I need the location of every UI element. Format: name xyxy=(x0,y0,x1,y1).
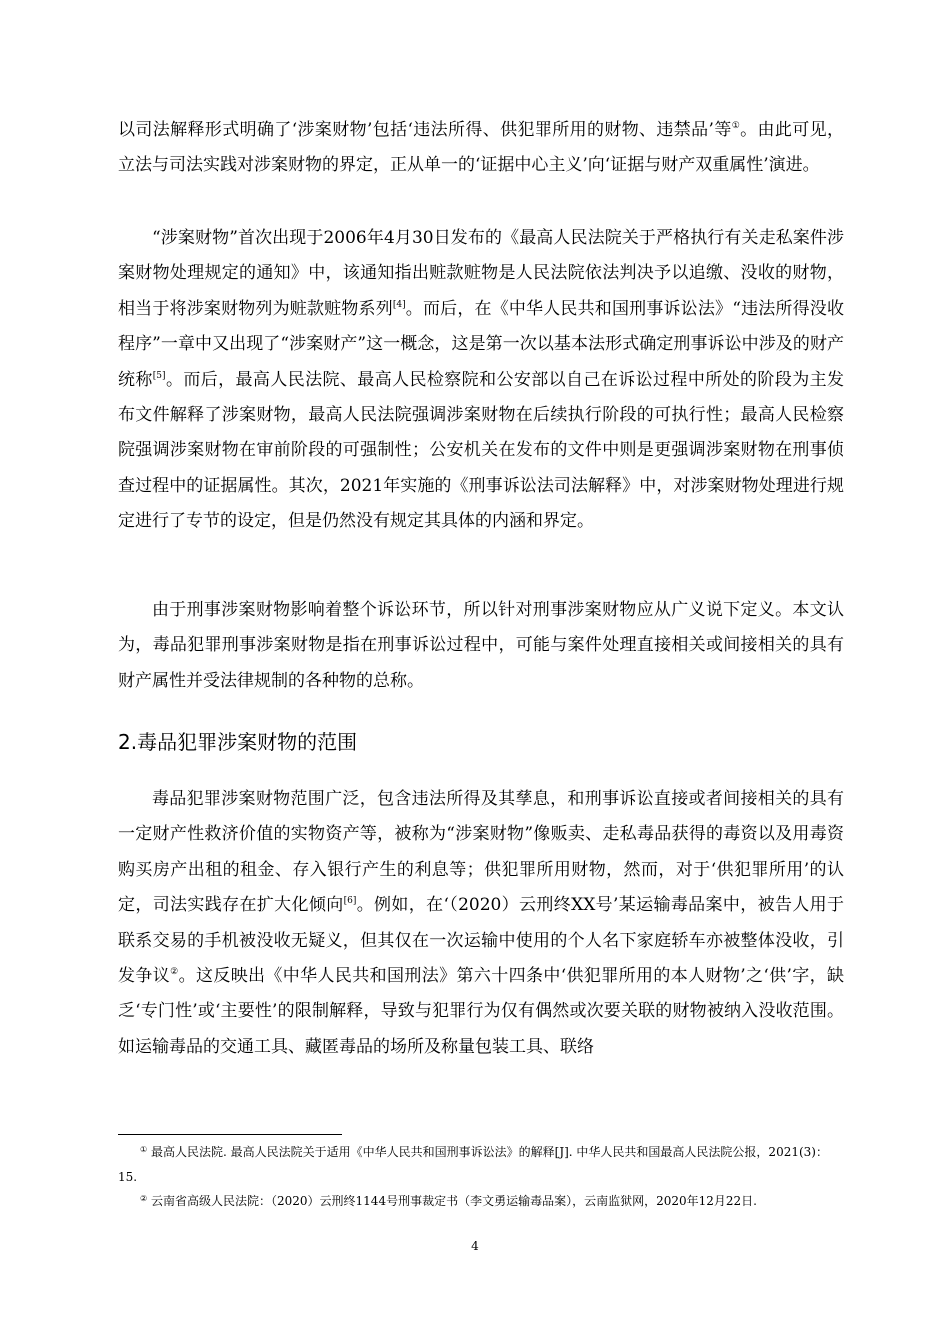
paragraph-text: 。而后，在《中华人民共和国刑事诉讼法》“违法所得没收程序”一章中又出现了“涉案财产”这一概念，这是第一次以基本法形式确定刑事诉讼中涉及的财产统称 xyxy=(118,298,844,390)
paragraph-text: “涉案财物”首次出现于2006年4月30日发布的《最高人民法院关于严格执行有关走私案件涉案财物处理规定的通知》中，该通知指出赃款赃物是人民法院依法判决予以追缴、没收的财物，相当于将涉案财物列为赃款赃物系列 xyxy=(118,228,844,319)
footnotes xyxy=(118,1140,844,1214)
citation-mark: ② xyxy=(170,967,179,978)
paragraph-text: 由于刑事涉案财物影响着整个诉讼环节，所以针对刑事涉案财物应从广义说下定义。本文认为，毒品犯罪刑事涉案财物是指在刑事诉讼过程中，可能与案件处理直接相关或间接相关的具有财产属性并受法律规制的各种物的总称。 xyxy=(118,600,844,691)
paragraph-continuation xyxy=(118,113,844,184)
paragraph-text: 。而后，最高人民法院、最高人民检察院和公安部以自己在诉讼过程中所处的阶段为主发布文件解释了涉案财物，最高人民法院强调涉案财物在后续执行阶段的可执行性；最高人民检察院强调涉案财物在审前阶段的可强制性；公安机关在发布的文件中则是更强调涉案财物在刑事侦查过程中的证据属性。其次，2021年实施的《刑事诉讼法司法解释》中，对涉案财物处理进行规定进行了专节的设定，但是仍然没有规定其具体的内涵和界定。 xyxy=(118,369,845,532)
page-number: 4 xyxy=(471,1239,479,1253)
paragraph-broad-definition xyxy=(118,593,844,699)
footnote-divider xyxy=(118,1134,342,1135)
paragraph-text: 以司法解释形式明确了‘涉案财物’包括‘违法所得、供犯罪所用的财物、违禁品’等 xyxy=(118,120,732,140)
citation-mark: [5] xyxy=(152,370,166,381)
footnote-1 xyxy=(118,1140,844,1189)
footnote-2-text: 云南省高级人民法院：（2020）云刑终1144号刑事裁定书（李文勇运输毒品案），云南监狱网，2020年12月22日. xyxy=(151,1194,757,1208)
citation-mark: [4] xyxy=(392,299,406,310)
paragraph-text: 。例如，在‘（2020）云刑终XX号’某运输毒品案中，被告人用于联系交易的手机被没收无疑义，但其仅在一次运输中使用的个人名下家庭轿车亦被整体没收，引发争议 xyxy=(118,895,845,987)
paragraph-definition-history xyxy=(118,221,844,540)
paragraph-scope xyxy=(118,782,844,1065)
citation-mark: ① xyxy=(731,121,741,131)
footnote-1-text: 最高人民法院. 最高人民法院关于适用《中华人民共和国刑事诉讼法》的解释[J]. 中华人民共和国最高人民法院公报，2021(3)：15. xyxy=(118,1145,828,1184)
paragraph-text: 。这反映出《中华人民共和国刑法》第六十四条中‘供犯罪所用的本人财物’之‘供’字，缺乏‘专门性’或‘主要性’的限制解释，导致与犯罪行为仅有偶然或次要关联的财物被纳入没收范围。如运输毒品的交通工具、藏匿毒品的场所及称量包装工具、联络 xyxy=(118,966,845,1057)
footnote-2 xyxy=(118,1189,844,1214)
footnote-1-mark: ① xyxy=(140,1145,148,1154)
citation-mark: [6] xyxy=(343,896,357,907)
paragraph-text: 毒品犯罪涉案财物范围广泛，包含违法所得及其孳息，和刑事诉讼直接或者间接相关的具有一定财产性救济价值的实物资产等，被称为“涉案财物”像贩卖、走私毒品获得的毒资以及用毒资购买房产出租的租金、存入银行产生的利息等；供犯罪所用财物，然而，对于‘供犯罪所用’的认定，司法实践存在扩大化倾向 xyxy=(118,789,844,916)
section-heading: 2.毒品犯罪涉案财物的范围 xyxy=(118,730,358,754)
footnote-2-mark: ② xyxy=(140,1194,148,1203)
paragraph-text: 。由此可见，立法与司法实践对涉案财物的界定，正从单一的‘证据中心主义’向‘证据与财产双重属性’演进。 xyxy=(118,120,845,176)
